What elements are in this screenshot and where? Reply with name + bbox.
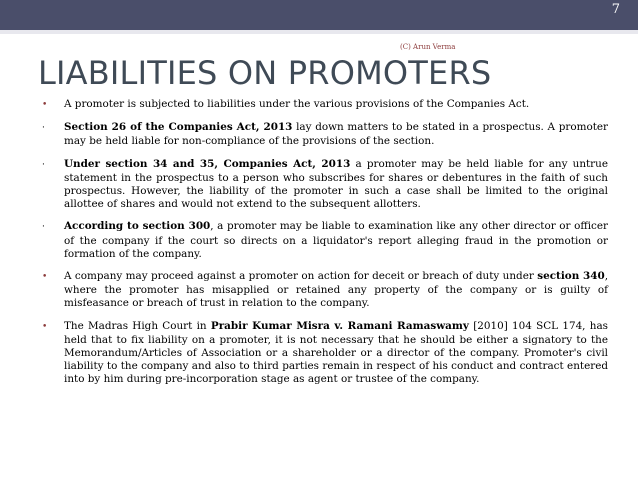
bullet-bold-text: Section 26 of the Companies Act, 2013 [64,121,293,134]
bullet-text-before: The Madras High Court in [64,319,211,332]
bullet-text: A promoter is subjected to liabilities under the various provisions of the Companies Act. [64,98,530,110]
bullet-bold-text: section 340 [537,270,605,283]
bullet-text-before: A company may proceed against a promoter on action for deceit or breach of duty under [64,270,538,283]
bullet-text: a promoter may be held liable for any untrue statement in the prospectus to a person who subscribes for shares or debentures in the faith of such prospectus. However, the liability of the promoter in such a case shall be limited to the original allottee of shares and would not extend to the subsequent allotters. [64,157,608,211]
bullet-item-2 [30,121,608,148]
header-divider [0,30,638,34]
bullet-text: , a promoter may be liable to examination like any other director or officer of the company if the court so directs on a liquidator's report alleging fraud in the promotion or formation of the company. [64,220,608,260]
bullet-item-3 [30,158,608,212]
copyright-note: (C) Arun Verma [400,43,456,51]
bullet-item-4 [30,220,608,261]
slide-number: 7 [611,2,620,17]
slide-title: LIABILITIES ON PROMOTERS [38,54,492,92]
bullet-item-6 [30,320,608,387]
bullet-text: lay down matters to be stated in a prospectus. A promoter may be held liable for non-compliance of the provisions of the section. [64,121,608,148]
bullet-list [30,98,608,396]
bullet-bold-text: Under section 34 and 35, Companies Act, 2013 [64,157,351,170]
bullet-bold-text: Prabir Kumar Misra v. Ramani Ramaswamy [210,319,469,332]
bullet-text: , where the promoter has misapplied or retained any property of the company or is guilty of misfeasance or breach of trust in relation to the company. [64,270,608,310]
bullet-bold-text: According to section 300 [64,220,211,233]
bullet-marker: • [42,100,48,110]
bullet-marker: · [42,222,45,233]
bullet-marker: · [42,159,45,170]
bullet-item-5 [30,270,608,311]
bullet-marker: • [42,321,48,332]
bullet-text: [2010] 104 SCL 174, has held that to fix liability on a promoter, it is not necessary that he should be either a signatory to the Memorandum/Articles of Association or a shareholder or a director of the company. Promoter's civil liability to the company and also to third parties remain in respect of his conduct and contract entered into by him during pre-incorporation stage as agent or trustee of the company. [64,319,608,386]
bullet-marker: • [42,272,48,283]
bullet-marker: · [42,123,45,134]
bullet-item-1 [30,98,608,112]
header-bar [0,0,638,30]
